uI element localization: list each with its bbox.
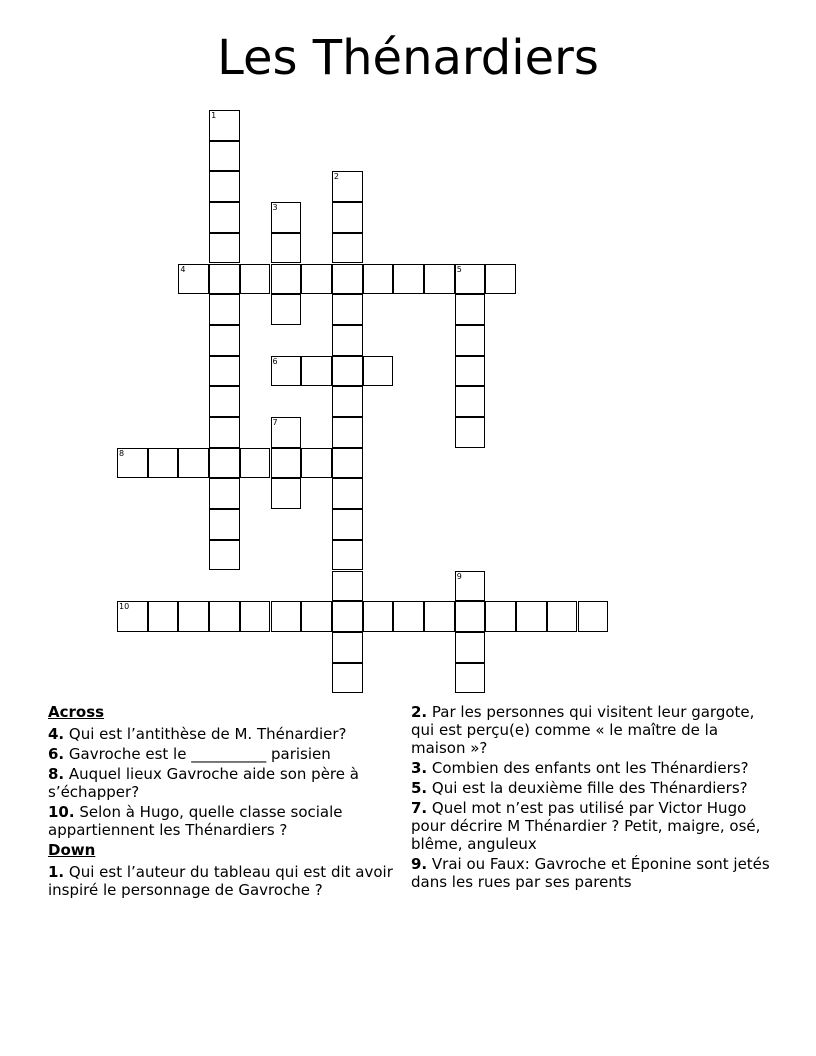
grid-cell[interactable] [209, 233, 240, 264]
grid-cell[interactable] [393, 601, 424, 632]
grid-cell[interactable] [209, 386, 240, 417]
grid-cell[interactable] [332, 663, 363, 694]
grid-cell[interactable] [209, 509, 240, 540]
grid-cell[interactable] [178, 264, 209, 295]
grid-cell[interactable] [363, 601, 394, 632]
grid-cell[interactable] [240, 601, 271, 632]
grid-cell[interactable] [455, 571, 486, 602]
grid-cell[interactable] [178, 601, 209, 632]
grid-cell[interactable] [301, 601, 332, 632]
across-heading: Across [48, 703, 105, 721]
clue-number: 3 [272, 203, 278, 213]
grid-cell[interactable] [301, 264, 332, 295]
grid-cell[interactable] [209, 478, 240, 509]
clue-number: 7 [272, 418, 278, 427]
grid-cell[interactable] [332, 386, 363, 417]
grid-cell[interactable] [393, 264, 424, 295]
grid-cell[interactable] [209, 171, 240, 202]
grid-cell[interactable] [271, 294, 302, 325]
grid-cell[interactable] [178, 448, 209, 479]
grid-cell[interactable] [332, 171, 363, 202]
grid-cell[interactable] [209, 264, 240, 295]
clue-number: 9 [456, 571, 462, 581]
grid-cell[interactable] [209, 141, 240, 172]
clue-across-6: 6. Gavroche est le __________ parisien [48, 745, 331, 763]
grid-cell[interactable] [332, 601, 363, 632]
grid-cell[interactable] [485, 601, 516, 632]
grid-cell[interactable] [363, 264, 394, 295]
grid-cell[interactable] [332, 356, 363, 387]
grid-cell[interactable] [455, 632, 486, 663]
grid-cell[interactable] [455, 386, 486, 417]
clue-down-9: 9. Vrai ou Faux: Gavroche et Éponine sont jetés dans les rues par ses parents [411, 855, 770, 891]
grid-cell[interactable] [148, 601, 179, 632]
clue-down-2: 2. Par les personnes qui visitent leur gargote, qui est perçu(e) comme « le maître de la maison »? [411, 703, 755, 757]
clue-number: 5 [456, 264, 462, 274]
clue-across-10: 10. Selon à Hugo, quelle classe sociale appartiennent les Thénardiers ? [48, 803, 343, 839]
clue-down-7: 7. Quel mot n’est pas utilisé par Victor Hugo pour décrire M Thénardier ? Petit, maigre, osé, blême, anguleux [411, 799, 761, 853]
grid-cell[interactable] [209, 325, 240, 356]
grid-cell[interactable] [271, 478, 302, 509]
grid-cell[interactable] [240, 448, 271, 479]
grid-cell[interactable] [209, 202, 240, 233]
clue-number: 4 [180, 264, 186, 274]
grid-cell[interactable] [209, 540, 240, 571]
grid-cell[interactable] [332, 325, 363, 356]
grid-cell[interactable] [424, 264, 455, 295]
clue-number: 10 [119, 602, 130, 612]
grid-cell[interactable] [301, 448, 332, 479]
grid-cell[interactable] [332, 294, 363, 325]
clue-number: 6 [272, 356, 278, 366]
grid-cell[interactable] [332, 202, 363, 233]
clue-number: 8 [119, 448, 125, 458]
grid-cell[interactable] [455, 294, 486, 325]
grid-cell[interactable] [332, 632, 363, 663]
grid-cell[interactable] [455, 663, 486, 694]
grid-cell[interactable] [240, 264, 271, 295]
grid-cell[interactable] [209, 356, 240, 387]
grid-cell[interactable] [117, 601, 148, 632]
grid-cell[interactable] [271, 448, 302, 479]
grid-cell[interactable] [455, 417, 486, 448]
grid-cell[interactable] [271, 202, 302, 233]
grid-cell[interactable] [363, 356, 394, 387]
grid-cell[interactable] [209, 294, 240, 325]
clues-left-column [48, 703, 393, 901]
clue-number: 1 [211, 111, 217, 120]
grid-cell[interactable] [424, 601, 455, 632]
puzzle-title: Les Thénardiers [217, 30, 599, 86]
clue-across-4: 4. Qui est l’antithèse de M. Thénardier? [48, 725, 347, 743]
grid-cell[interactable] [332, 540, 363, 571]
grid-cell[interactable] [209, 601, 240, 632]
grid-cell[interactable] [332, 448, 363, 479]
grid-cell[interactable] [578, 601, 609, 632]
grid-cell[interactable] [455, 356, 486, 387]
grid-cell[interactable] [516, 601, 547, 632]
grid-cell[interactable] [455, 601, 486, 632]
grid-cell[interactable] [332, 509, 363, 540]
grid-cell[interactable] [547, 601, 578, 632]
grid-cell[interactable] [301, 356, 332, 387]
grid-cell[interactable] [209, 110, 240, 141]
grid-cell[interactable] [271, 356, 302, 387]
clue-down-1: 1. Qui est l’auteur du tableau qui est dit avoir inspiré le personnage de Gavroche ? [48, 863, 393, 899]
clue-across-8: 8. Auquel lieux Gavroche aide son père à s’échapper? [48, 765, 359, 801]
grid-cell[interactable] [332, 417, 363, 448]
grid-cell[interactable] [332, 478, 363, 509]
grid-cell[interactable] [271, 264, 302, 295]
grid-cell[interactable] [332, 571, 363, 602]
grid-cell[interactable] [455, 325, 486, 356]
grid-cell[interactable] [209, 417, 240, 448]
grid-cell[interactable] [117, 448, 148, 479]
grid-cell[interactable] [455, 264, 486, 295]
clues-right-column [411, 703, 771, 893]
grid-cell[interactable] [485, 264, 516, 295]
grid-cell[interactable] [148, 448, 179, 479]
grid-cell[interactable] [332, 233, 363, 264]
clue-down-5: 5. Qui est la deuxième fille des Thénardiers? [411, 779, 748, 797]
grid-cell[interactable] [271, 233, 302, 264]
clue-down-3: 3. Combien des enfants ont les Thénardiers? [411, 759, 749, 777]
grid-cell[interactable] [209, 448, 240, 479]
grid-cell[interactable] [332, 264, 363, 295]
clue-number: 2 [333, 172, 339, 182]
grid-cell[interactable] [271, 601, 302, 632]
down-heading: Down [48, 841, 96, 859]
grid-cell[interactable] [271, 417, 302, 448]
